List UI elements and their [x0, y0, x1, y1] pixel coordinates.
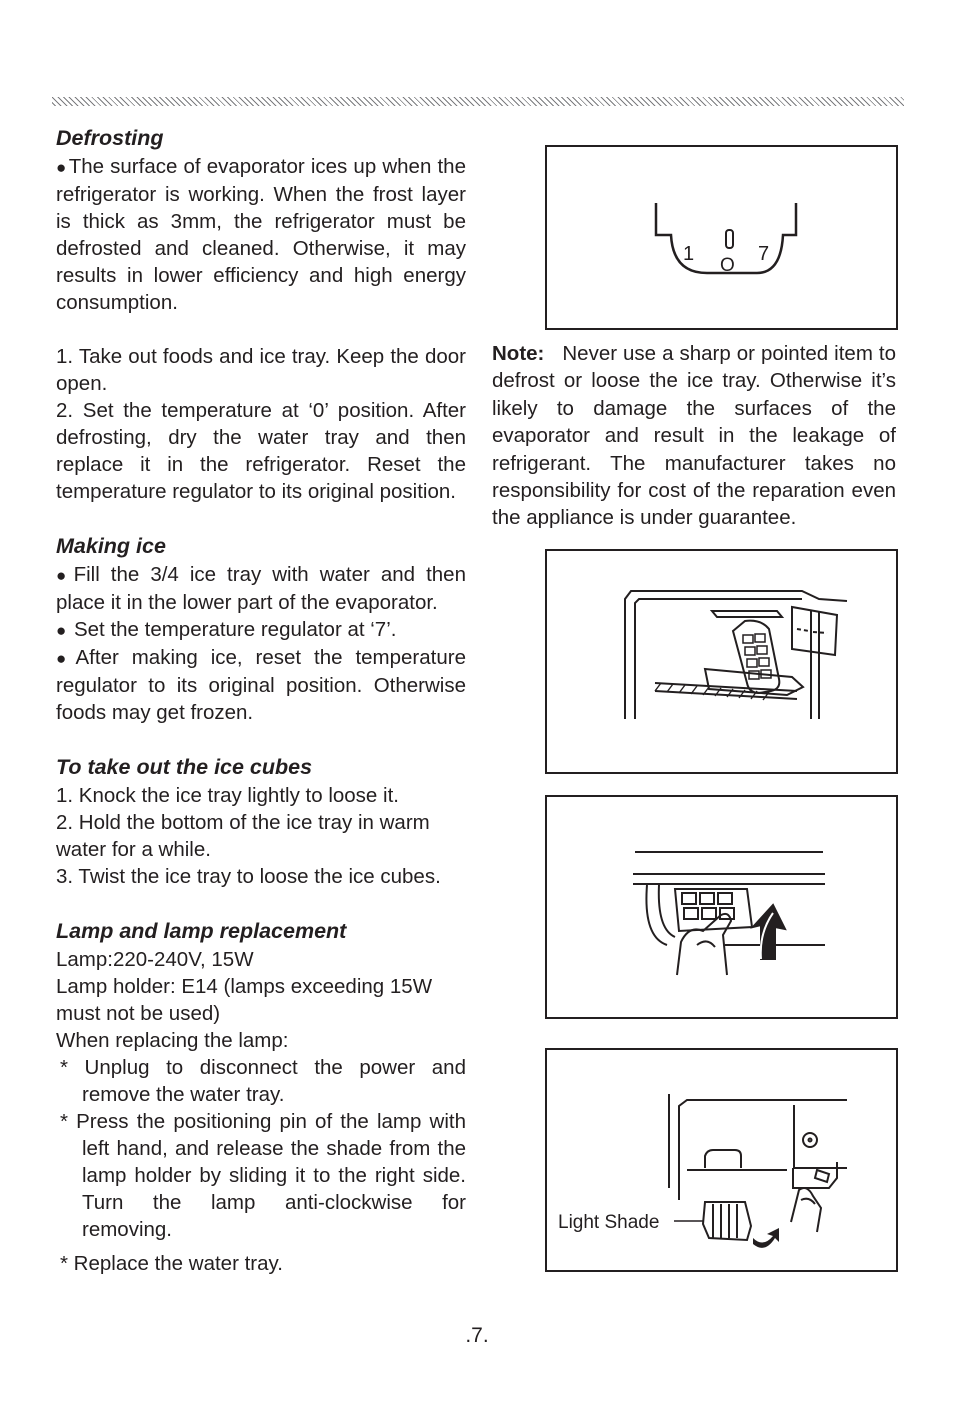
figure-ice-tray-removal — [545, 795, 898, 1019]
ice-cubes-heading: To take out the ice cubes — [56, 755, 313, 779]
left-column — [56, 124, 466, 1277]
lamp-instruction-3: * Replace the water tray. — [60, 1252, 283, 1275]
ice-tray-removal-drawing — [547, 797, 896, 1017]
note-text: Never use a sharp or pointed item to defrost or loose the ice tray. Otherwise it’s likely to damage the surfaces of the evaporator and result in the leakage of refrigerant. The manufacturer takes no responsibility for cost of the reparation even the appliance is under guarantee. — [492, 342, 896, 530]
lamp-when: When replacing the lamp: — [56, 1029, 289, 1052]
light-shade-label: Light Shade — [558, 1212, 660, 1233]
lamp-shade-drawing — [547, 1050, 896, 1270]
making-ice-heading: Making ice — [56, 534, 166, 558]
decorative-top-rule — [52, 97, 904, 106]
ice-cubes-step-2: 2. Hold the bottom of the ice tray in warm water for a while. — [56, 811, 430, 861]
lamp-heading: Lamp and lamp replacement — [56, 919, 347, 943]
making-ice-bullet-2: ● Set the temperature regulator at ‘7’. — [56, 616, 466, 644]
ice-cubes-step-1: 1. Knock the ice tray lightly to loose it. — [56, 784, 399, 807]
note-paragraph — [492, 340, 896, 532]
ice-tray-placement-drawing — [547, 551, 896, 772]
defrosting-step-2: 2. Set the temperature at ‘0’ position. After defrosting, dry the water tray and then replace it in the refrigerator. Reset the temperature regulator to its original position. — [56, 399, 466, 503]
lamp-holder: Lamp holder: E14 (lamps exceeding 15W must not be used) — [56, 975, 433, 1025]
defrosting-heading: Defrosting — [56, 126, 164, 150]
making-ice-bullet-3: ● After making ice, reset the temperature regulator to its original position. Otherwise foods may get frozen. — [56, 644, 466, 726]
page-number: .7. — [465, 1324, 489, 1347]
figure-ice-tray-placement — [545, 549, 898, 774]
defrosting-intro: ● The surface of evaporator ices up when the refrigerator is working. When the frost layer is thick as 3mm, the refrigerator must be defrosted and cleaned. Otherwise, it may results in lower efficiency and high energy consumption. — [56, 153, 466, 316]
dial-min-label: 1 — [683, 243, 695, 265]
lamp-spec: Lamp:220-240V, 15W — [56, 948, 254, 971]
lamp-instruction-1: * Unplug to disconnect the power and remove the water tray. — [60, 1056, 466, 1106]
ice-cubes-step-3: 3. Twist the ice tray to loose the ice cubes. — [56, 865, 441, 888]
figure-temperature-dial — [545, 145, 898, 330]
dial-zero-label: O — [720, 255, 735, 276]
dial-max-label: 7 — [758, 243, 770, 265]
temperature-dial-drawing — [547, 147, 896, 328]
note-label: Note: — [492, 342, 545, 365]
figure-lamp-shade — [545, 1048, 898, 1272]
lamp-instruction-2: * Press the positioning pin of the lamp with left hand, and release the shade from the lamp holder by sliding it to the right side. Turn the lamp anti-clockwise for removing. — [60, 1110, 466, 1241]
defrosting-step-1: 1. Take out foods and ice tray. Keep the door open. — [56, 345, 466, 395]
making-ice-bullet-1: ● Fill the 3/4 ice tray with water and then place it in the lower part of the evaporator. — [56, 561, 466, 616]
